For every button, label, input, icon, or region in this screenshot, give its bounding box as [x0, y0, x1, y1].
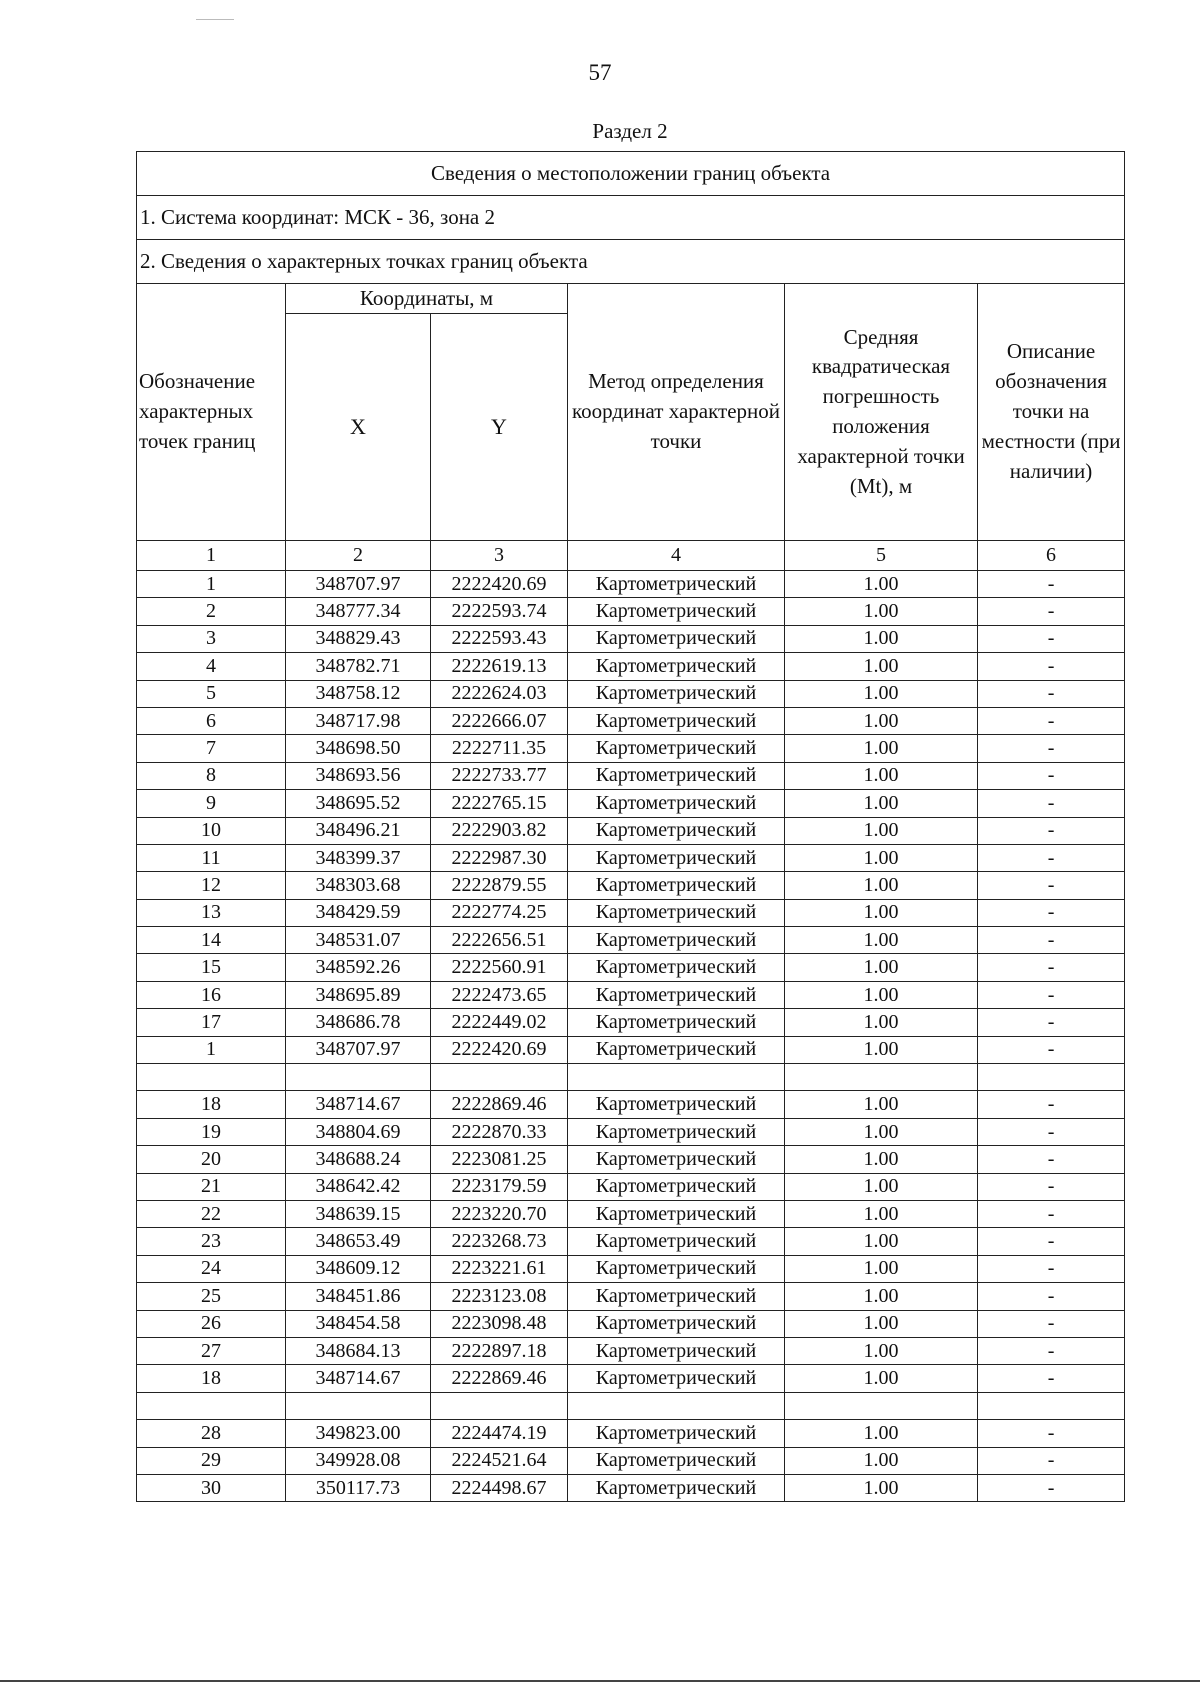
point-id-cell: 7	[137, 735, 286, 762]
table-row	[137, 571, 1125, 598]
point-id-cell: 27	[137, 1337, 286, 1364]
x-coordinate-cell: 348758.12	[286, 680, 431, 707]
x-coordinate-cell: 348429.59	[286, 899, 431, 926]
error-cell: 1.00	[785, 571, 978, 598]
table-row	[137, 1173, 1125, 1200]
description-cell: -	[978, 1474, 1125, 1501]
point-id-cell: 15	[137, 954, 286, 981]
description-cell	[978, 1392, 1125, 1419]
points-heading-row	[137, 240, 1125, 284]
y-coordinate-cell: 2222656.51	[431, 927, 568, 954]
error-cell: 1.00	[785, 844, 978, 871]
description-cell: -	[978, 653, 1125, 680]
error-cell: 1.00	[785, 653, 978, 680]
x-coordinate-cell: 348639.15	[286, 1200, 431, 1227]
point-id-cell: 29	[137, 1447, 286, 1474]
column-number: 6	[978, 541, 1125, 571]
description-cell: -	[978, 571, 1125, 598]
point-id-cell: 12	[137, 872, 286, 899]
column-number: 3	[431, 541, 568, 571]
point-id-cell: 18	[137, 1365, 286, 1392]
point-id-cell: 23	[137, 1228, 286, 1255]
description-cell: -	[978, 1447, 1125, 1474]
description-cell: -	[978, 1365, 1125, 1392]
method-cell: Картометрический	[568, 653, 785, 680]
error-cell: 1.00	[785, 981, 978, 1008]
x-coordinate-cell: 348451.86	[286, 1283, 431, 1310]
y-coordinate-cell: 2222560.91	[431, 954, 568, 981]
error-cell: 1.00	[785, 1337, 978, 1364]
table-row	[137, 954, 1125, 981]
method-cell: Картометрический	[568, 927, 785, 954]
table-row	[137, 1283, 1125, 1310]
table-row	[137, 1064, 1125, 1091]
y-coordinate-cell: 2223221.61	[431, 1255, 568, 1282]
y-coordinate-cell	[431, 1064, 568, 1091]
y-coordinate-cell: 2222903.82	[431, 817, 568, 844]
error-cell: 1.00	[785, 625, 978, 652]
point-id-cell: 20	[137, 1146, 286, 1173]
method-cell: Картометрический	[568, 1447, 785, 1474]
y-coordinate-cell: 2222987.30	[431, 844, 568, 871]
method-cell: Картометрический	[568, 1146, 785, 1173]
y-coordinate-cell: 2222765.15	[431, 790, 568, 817]
description-cell	[978, 1064, 1125, 1091]
method-cell: Картометрический	[568, 625, 785, 652]
method-cell: Картометрический	[568, 1310, 785, 1337]
y-coordinate-cell: 2224474.19	[431, 1420, 568, 1447]
method-cell: Картометрический	[568, 1337, 785, 1364]
table-row	[137, 762, 1125, 789]
point-id-cell: 9	[137, 790, 286, 817]
x-coordinate-cell: 348695.52	[286, 790, 431, 817]
error-cell: 1.00	[785, 1173, 978, 1200]
point-id-cell	[137, 1392, 286, 1419]
column-number: 5	[785, 541, 978, 571]
table-row	[137, 598, 1125, 625]
method-cell: Картометрический	[568, 707, 785, 734]
x-coordinate-cell: 348496.21	[286, 817, 431, 844]
error-cell: 1.00	[785, 1447, 978, 1474]
table-row	[137, 1200, 1125, 1227]
x-coordinate-cell: 348717.98	[286, 707, 431, 734]
method-cell: Картометрический	[568, 1200, 785, 1227]
error-cell: 1.00	[785, 707, 978, 734]
description-cell: -	[978, 981, 1125, 1008]
table-row	[137, 680, 1125, 707]
y-coordinate-cell: 2222774.25	[431, 899, 568, 926]
table-row	[137, 817, 1125, 844]
x-coordinate-cell: 348829.43	[286, 625, 431, 652]
error-cell: 1.00	[785, 1228, 978, 1255]
section-label: Раздел 2	[592, 119, 668, 143]
description-cell: -	[978, 1255, 1125, 1282]
x-coordinate-cell: 349928.08	[286, 1447, 431, 1474]
point-id-cell: 18	[137, 1091, 286, 1118]
description-cell: -	[978, 1118, 1125, 1145]
x-coordinate-cell: 349823.00	[286, 1420, 431, 1447]
x-coordinate-cell	[286, 1392, 431, 1419]
error-cell: 1.00	[785, 1036, 978, 1063]
method-cell: Картометрический	[568, 1474, 785, 1501]
y-coordinate-cell: 2222897.18	[431, 1337, 568, 1364]
x-coordinate-cell: 348707.97	[286, 1036, 431, 1063]
description-cell: -	[978, 1091, 1125, 1118]
error-cell: 1.00	[785, 1009, 978, 1036]
x-coordinate-cell: 348303.68	[286, 872, 431, 899]
error-cell: 1.00	[785, 872, 978, 899]
error-cell: 1.00	[785, 735, 978, 762]
method-cell: Картометрический	[568, 872, 785, 899]
x-coordinate-cell: 348592.26	[286, 954, 431, 981]
method-cell: Картометрический	[568, 1036, 785, 1063]
y-coordinate-cell: 2223179.59	[431, 1173, 568, 1200]
x-coordinate-cell: 348707.97	[286, 571, 431, 598]
description-cell: -	[978, 598, 1125, 625]
description-cell: -	[978, 1337, 1125, 1364]
table-row	[137, 653, 1125, 680]
method-cell: Картометрический	[568, 1255, 785, 1282]
y-coordinate-cell: 2222869.46	[431, 1091, 568, 1118]
table-row	[137, 872, 1125, 899]
point-id-cell: 19	[137, 1118, 286, 1145]
table-row	[137, 899, 1125, 926]
method-cell: Картометрический	[568, 1173, 785, 1200]
error-cell: 1.00	[785, 899, 978, 926]
method-cell: Картометрический	[568, 844, 785, 871]
x-coordinate-cell: 348777.34	[286, 598, 431, 625]
error-cell: 1.00	[785, 1310, 978, 1337]
description-cell: -	[978, 1173, 1125, 1200]
y-coordinate-cell: 2222624.03	[431, 680, 568, 707]
table-row	[137, 1365, 1125, 1392]
description-cell: -	[978, 1310, 1125, 1337]
table-row	[137, 1009, 1125, 1036]
x-coordinate-cell: 348782.71	[286, 653, 431, 680]
y-coordinate-cell	[431, 1392, 568, 1419]
method-cell	[568, 1064, 785, 1091]
description-cell: -	[978, 707, 1125, 734]
method-cell: Картометрический	[568, 981, 785, 1008]
point-id-cell: 30	[137, 1474, 286, 1501]
point-id-cell: 6	[137, 707, 286, 734]
x-coordinate-cell: 348684.13	[286, 1337, 431, 1364]
table-row	[137, 1474, 1125, 1501]
error-cell: 1.00	[785, 1255, 978, 1282]
point-id-cell: 1	[137, 571, 286, 598]
point-id-cell: 22	[137, 1200, 286, 1227]
x-coordinate-cell: 348698.50	[286, 735, 431, 762]
error-cell: 1.00	[785, 954, 978, 981]
point-id-cell: 8	[137, 762, 286, 789]
point-id-cell	[137, 1064, 286, 1091]
y-coordinate-cell: 2224498.67	[431, 1474, 568, 1501]
error-cell: 1.00	[785, 1091, 978, 1118]
y-coordinate-cell: 2222593.74	[431, 598, 568, 625]
table-row	[137, 790, 1125, 817]
method-cell: Картометрический	[568, 1365, 785, 1392]
error-cell	[785, 1392, 978, 1419]
y-coordinate-cell: 2223268.73	[431, 1228, 568, 1255]
y-coordinate-cell: 2222473.65	[431, 981, 568, 1008]
table-row	[137, 625, 1125, 652]
header-x: X	[286, 314, 431, 541]
description-cell: -	[978, 762, 1125, 789]
header-coords: Координаты, м	[286, 284, 568, 314]
description-cell: -	[978, 899, 1125, 926]
table-row	[137, 927, 1125, 954]
method-cell: Картометрический	[568, 1228, 785, 1255]
x-coordinate-cell: 348695.89	[286, 981, 431, 1008]
method-cell: Картометрический	[568, 1091, 785, 1118]
table-row	[137, 1146, 1125, 1173]
column-number: 2	[286, 541, 431, 571]
point-id-cell: 26	[137, 1310, 286, 1337]
method-cell: Картометрический	[568, 899, 785, 926]
description-cell: -	[978, 817, 1125, 844]
table-row	[137, 1228, 1125, 1255]
table-title-row	[137, 152, 1125, 196]
x-coordinate-cell: 348454.58	[286, 1310, 431, 1337]
description-cell: -	[978, 625, 1125, 652]
scan-artifact	[196, 19, 234, 20]
method-cell: Картометрический	[568, 571, 785, 598]
y-coordinate-cell: 2224521.64	[431, 1447, 568, 1474]
y-coordinate-cell: 2222420.69	[431, 571, 568, 598]
x-coordinate-cell: 350117.73	[286, 1474, 431, 1501]
point-id-cell: 2	[137, 598, 286, 625]
y-coordinate-cell: 2222420.69	[431, 1036, 568, 1063]
description-cell: -	[978, 1036, 1125, 1063]
points-heading: 2. Сведения о характерных точках границ объекта	[137, 240, 1125, 284]
method-cell: Картометрический	[568, 1420, 785, 1447]
y-coordinate-cell: 2222619.13	[431, 653, 568, 680]
error-cell: 1.00	[785, 1420, 978, 1447]
y-coordinate-cell: 2222666.07	[431, 707, 568, 734]
point-id-cell: 1	[137, 1036, 286, 1063]
header-error: Средняя квадратическая погрешность положения характерной точки (Mt), м	[785, 284, 978, 541]
error-cell: 1.00	[785, 1365, 978, 1392]
table-row	[137, 1036, 1125, 1063]
boundary-points-table	[136, 151, 1125, 1502]
y-coordinate-cell: 2222879.55	[431, 872, 568, 899]
y-coordinate-cell: 2222593.43	[431, 625, 568, 652]
point-id-cell: 28	[137, 1420, 286, 1447]
x-coordinate-cell: 348642.42	[286, 1173, 431, 1200]
table-row	[137, 1420, 1125, 1447]
footer-rule	[0, 1680, 1200, 1682]
method-cell: Картометрический	[568, 735, 785, 762]
error-cell: 1.00	[785, 1118, 978, 1145]
method-cell	[568, 1392, 785, 1419]
x-coordinate-cell: 348804.69	[286, 1118, 431, 1145]
error-cell: 1.00	[785, 927, 978, 954]
y-coordinate-cell: 2223098.48	[431, 1310, 568, 1337]
description-cell: -	[978, 1283, 1125, 1310]
table-row	[137, 1392, 1125, 1419]
point-id-cell: 5	[137, 680, 286, 707]
header-method: Метод определения координат характерной точки	[568, 284, 785, 541]
table-row	[137, 1091, 1125, 1118]
method-cell: Картометрический	[568, 954, 785, 981]
table-row	[137, 981, 1125, 1008]
method-cell: Картометрический	[568, 817, 785, 844]
method-cell: Картометрический	[568, 762, 785, 789]
coord-system-row	[137, 196, 1125, 240]
error-cell: 1.00	[785, 598, 978, 625]
error-cell: 1.00	[785, 1200, 978, 1227]
description-cell: -	[978, 680, 1125, 707]
header-row-1	[137, 284, 1125, 314]
description-cell: -	[978, 1009, 1125, 1036]
description-cell: -	[978, 954, 1125, 981]
column-number: 1	[137, 541, 286, 571]
description-cell: -	[978, 872, 1125, 899]
point-id-cell: 4	[137, 653, 286, 680]
x-coordinate-cell: 348531.07	[286, 927, 431, 954]
point-id-cell: 14	[137, 927, 286, 954]
point-id-cell: 25	[137, 1283, 286, 1310]
y-coordinate-cell: 2223220.70	[431, 1200, 568, 1227]
error-cell: 1.00	[785, 1474, 978, 1501]
method-cell: Картометрический	[568, 790, 785, 817]
coord-system: 1. Система координат: МСК - 36, зона 2	[137, 196, 1125, 240]
x-coordinate-cell: 348399.37	[286, 844, 431, 871]
y-coordinate-cell: 2223081.25	[431, 1146, 568, 1173]
y-coordinate-cell: 2222711.35	[431, 735, 568, 762]
error-cell	[785, 1064, 978, 1091]
error-cell: 1.00	[785, 762, 978, 789]
y-coordinate-cell: 2223123.08	[431, 1283, 568, 1310]
point-id-cell: 16	[137, 981, 286, 1008]
header-desc: Описание обозначения точки на местности (при наличии)	[978, 284, 1125, 541]
table-row	[137, 1447, 1125, 1474]
table-row	[137, 844, 1125, 871]
point-id-cell: 21	[137, 1173, 286, 1200]
table-row	[137, 1118, 1125, 1145]
error-cell: 1.00	[785, 817, 978, 844]
table-row	[137, 1337, 1125, 1364]
table-row	[137, 1255, 1125, 1282]
x-coordinate-cell: 348653.49	[286, 1228, 431, 1255]
y-coordinate-cell: 2222449.02	[431, 1009, 568, 1036]
x-coordinate-cell: 348609.12	[286, 1255, 431, 1282]
y-coordinate-cell: 2222870.33	[431, 1118, 568, 1145]
table-row	[137, 707, 1125, 734]
table-row	[137, 735, 1125, 762]
header-point: Обозначение характерных точек границ	[137, 284, 286, 541]
column-number-row	[137, 541, 1125, 571]
x-coordinate-cell	[286, 1064, 431, 1091]
method-cell: Картометрический	[568, 1283, 785, 1310]
point-id-cell: 3	[137, 625, 286, 652]
table-title: Сведения о местоположении границ объекта	[137, 152, 1125, 196]
point-id-cell: 13	[137, 899, 286, 926]
column-number: 4	[568, 541, 785, 571]
point-id-cell: 24	[137, 1255, 286, 1282]
y-coordinate-cell: 2222869.46	[431, 1365, 568, 1392]
description-cell: -	[978, 927, 1125, 954]
method-cell: Картометрический	[568, 1118, 785, 1145]
description-cell: -	[978, 1200, 1125, 1227]
point-id-cell: 11	[137, 844, 286, 871]
header-y: Y	[431, 314, 568, 541]
x-coordinate-cell: 348714.67	[286, 1365, 431, 1392]
point-id-cell: 17	[137, 1009, 286, 1036]
error-cell: 1.00	[785, 1146, 978, 1173]
point-id-cell: 10	[137, 817, 286, 844]
x-coordinate-cell: 348688.24	[286, 1146, 431, 1173]
description-cell: -	[978, 1146, 1125, 1173]
description-cell: -	[978, 790, 1125, 817]
method-cell: Картометрический	[568, 598, 785, 625]
error-cell: 1.00	[785, 680, 978, 707]
x-coordinate-cell: 348686.78	[286, 1009, 431, 1036]
description-cell: -	[978, 1420, 1125, 1447]
method-cell: Картометрический	[568, 680, 785, 707]
page-number: 57	[588, 60, 612, 85]
description-cell: -	[978, 844, 1125, 871]
method-cell: Картометрический	[568, 1009, 785, 1036]
table-row	[137, 1310, 1125, 1337]
x-coordinate-cell: 348693.56	[286, 762, 431, 789]
x-coordinate-cell: 348714.67	[286, 1091, 431, 1118]
error-cell: 1.00	[785, 790, 978, 817]
error-cell: 1.00	[785, 1283, 978, 1310]
y-coordinate-cell: 2222733.77	[431, 762, 568, 789]
description-cell: -	[978, 735, 1125, 762]
description-cell: -	[978, 1228, 1125, 1255]
